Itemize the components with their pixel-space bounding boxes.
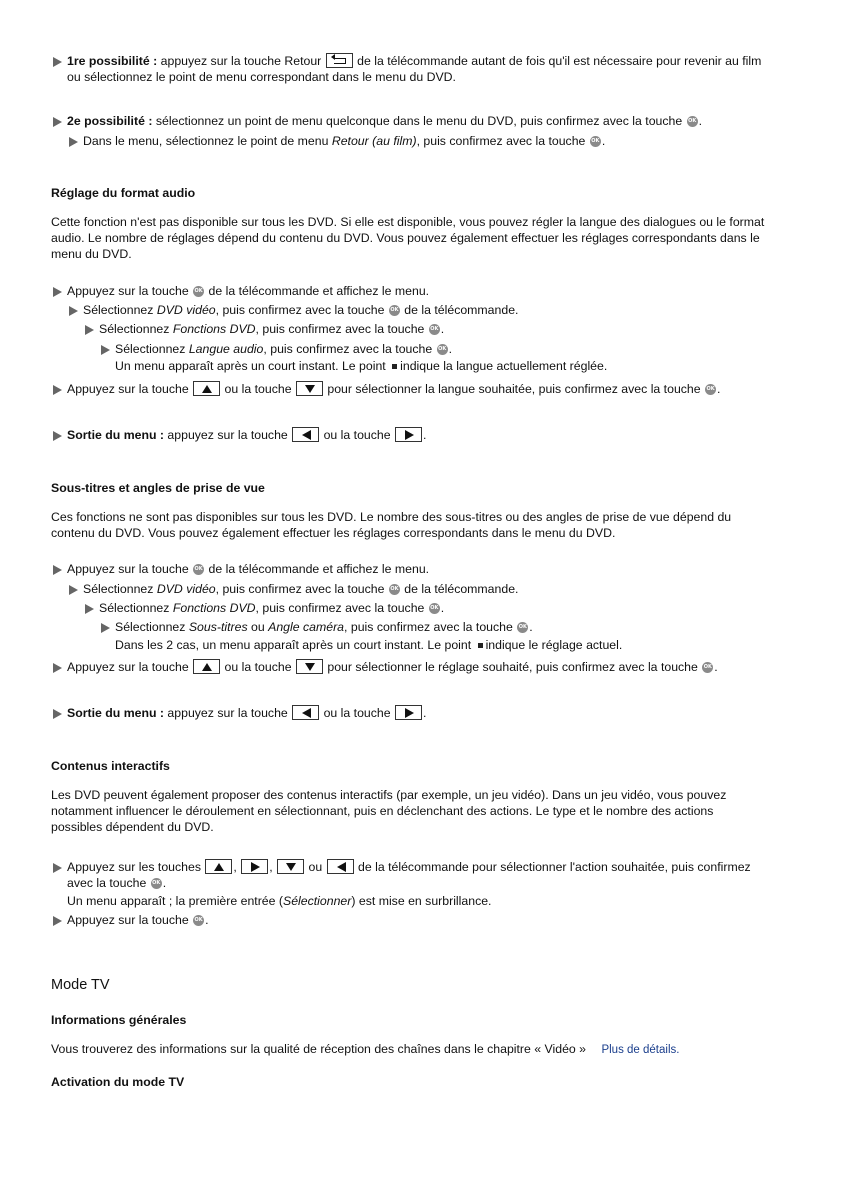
bullet-arrow-icon [53,117,62,127]
bullet-arrow-icon [53,385,62,395]
ok-button-icon: OK [590,136,601,147]
arrow-up-key-icon [193,381,220,396]
arrow-up-key-icon [193,659,220,674]
step-line: Appuyez sur la touche OK de la télécommande et affichez le menu. [67,284,430,298]
step-line: ou sélectionnez le point de menu correspondant dans le menu du DVD. [67,70,456,84]
paragraph-line: notamment influencer le déroulement en sélectionnant, puis en déclenchant des actions. Le type et le nombre des actions [51,804,714,818]
step-line: avec la touche OK . [67,876,167,890]
step-line: 2e possibilité : sélectionnez un point de menu quelconque dans le menu du DVD, puis confirmez avec la touche OK . [67,114,703,128]
selection-dot-icon [392,364,397,369]
arrow-down-key-icon [296,381,323,396]
bullet-arrow-icon [85,325,94,335]
step-line: Dans le menu, sélectionnez le point de menu Retour (au film), puis confirmez avec la touche OK . [83,134,606,148]
paragraph-line: Vous trouverez des informations sur la qualité de réception des chaînes dans le chapitre « Vidéo » Plus de détails. [51,1042,680,1056]
bullet-arrow-icon [85,604,94,614]
return-key-icon [326,53,353,68]
arrow-left-key-icon [292,705,319,720]
bullet-arrow-icon [53,287,62,297]
section-heading: Activation du mode TV [51,1075,185,1089]
step-line: Appuyez sur les touches , , ou de la télécommande pour sélectionner l'action souhaitée, puis confirmez [67,860,751,874]
selection-dot-icon [478,643,483,648]
step-line: Appuyez sur la touche ou la touche pour sélectionner le réglage souhaité, puis confirmez avec la touche OK . [67,660,718,674]
ok-button-icon: OK [193,286,204,297]
arrow-left-key-icon [292,427,319,442]
bullet-arrow-icon [53,663,62,673]
paragraph-line: Ces fonctions ne sont pas disponibles sur tous les DVD. Le nombre des sous-titres ou des angles de prise de vue dépend du [51,510,732,524]
arrow-right-key-icon [395,705,422,720]
ok-button-icon: OK [389,584,400,595]
arrow-left-key-icon [327,859,354,874]
ok-button-icon: OK [429,603,440,614]
bullet-arrow-icon [53,57,62,67]
arrow-down-key-icon [296,659,323,674]
step-line: Sélectionnez DVD vidéo, puis confirmez avec la touche OK de la télécommande. [83,582,519,596]
ok-button-icon: OK [702,662,713,673]
arrow-right-key-icon [241,859,268,874]
bullet-arrow-icon [101,345,110,355]
arrow-up-key-icon [205,859,232,874]
step-line: Appuyez sur la touche OK de la télécommande et affichez le menu. [67,562,430,576]
ok-button-icon: OK [705,384,716,395]
ok-button-icon: OK [193,915,204,926]
step-line: Sélectionnez Sous-titres ou Angle caméra, puis confirmez avec la touche OK . [115,620,533,634]
section-heading: Sous-titres et angles de prise de vue [51,481,265,495]
bullet-arrow-icon [69,306,78,316]
more-details-link[interactable]: Plus de détails. [601,1044,680,1056]
step-line: Dans les 2 cas, un menu apparaît après un court instant. Le point indique le réglage actuel. [115,638,623,652]
ok-button-icon: OK [151,878,162,889]
ok-button-icon: OK [437,344,448,355]
bullet-arrow-icon [53,565,62,575]
section-heading: Informations générales [51,1013,187,1027]
step-line: Sélectionnez Langue audio, puis confirmez avec la touche OK . [115,342,453,356]
step-line: Un menu apparaît après un court instant. Le point indique la langue actuellement réglée. [115,359,608,373]
arrow-down-key-icon [277,859,304,874]
bullet-arrow-icon [69,137,78,147]
paragraph-line: Cette fonction n'est pas disponible sur tous les DVD. Si elle est disponible, vous pouvez régler la langue des dialogues ou le format [51,215,765,229]
step-line: 1re possibilité : appuyez sur la touche Retour de la télécommande autant de fois qu'il est nécessaire pour revenir au film [67,54,762,68]
section-heading: Contenus interactifs [51,759,170,773]
paragraph-line: possibles dépendent du DVD. [51,820,214,834]
step-line: Sortie du menu : appuyez sur la touche ou la touche . [67,706,427,720]
ok-button-icon: OK [193,564,204,575]
bullet-arrow-icon [53,709,62,719]
step-line: Sélectionnez Fonctions DVD, puis confirmez avec la touche OK . [99,322,445,336]
step-line: Appuyez sur la touche OK . [67,913,209,927]
ok-button-icon: OK [429,324,440,335]
bullet-arrow-icon [53,863,62,873]
step-line: Un menu apparaît ; la première entrée (Sélectionner) est mise en surbrillance. [67,894,492,908]
chapter-heading: Mode TV [51,977,110,993]
paragraph-line: menu du DVD. [51,247,132,261]
step-line: Sélectionnez Fonctions DVD, puis confirmez avec la touche OK . [99,601,445,615]
arrow-right-key-icon [395,427,422,442]
bullet-arrow-icon [53,431,62,441]
step-line: Sortie du menu : appuyez sur la touche ou la touche . [67,428,427,442]
paragraph-line: Les DVD peuvent également proposer des contenus interactifs (par exemple, un jeu vidéo). Dans un jeu vidéo, vous pouvez [51,788,727,802]
paragraph-line: contenu du DVD. Vous pouvez également effectuer les réglages correspondants dans le menu du DVD. [51,526,616,540]
ok-button-icon: OK [517,622,528,633]
bullet-arrow-icon [101,623,110,633]
paragraph-line: audio. Le nombre de réglages dépend du contenu du DVD. Vous pouvez également effectuer les réglages correspondants dans le [51,231,760,245]
step-line: Sélectionnez DVD vidéo, puis confirmez avec la touche OK de la télécommande. [83,303,519,317]
step-line: Appuyez sur la touche ou la touche pour sélectionner la langue souhaitée, puis confirmez avec la touche OK . [67,382,721,396]
ok-button-icon: OK [389,305,400,316]
bullet-arrow-icon [53,916,62,926]
bullet-arrow-icon [69,585,78,595]
ok-button-icon: OK [687,116,698,127]
section-heading: Réglage du format audio [51,186,196,200]
